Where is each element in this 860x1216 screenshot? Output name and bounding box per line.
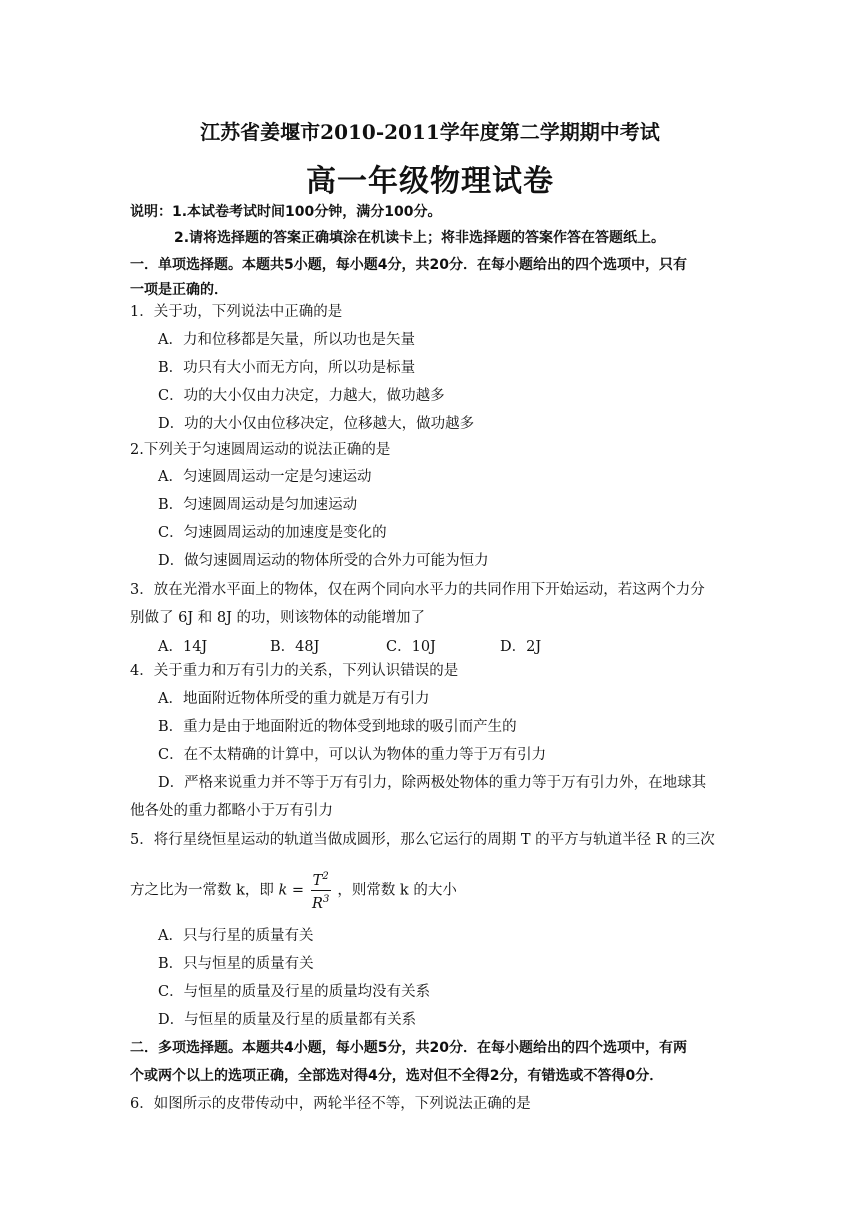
q2-option-c: C．匀速圆周运动的加速度是变化的 (158, 525, 387, 541)
q4-option-d-line-1: D．严格来说重力并不等于万有引力，除两极处物体的重力等于万有引力外，在地球其 (158, 775, 707, 791)
q3-option-a: A．14J (158, 639, 208, 655)
q5-option-c: C．与恒星的质量及行星的质量均没有关系 (158, 984, 431, 1000)
q5-stem-pre: 方之比为一常数 k，即 (130, 882, 274, 899)
q5-option-d: D．与恒星的质量及行星的质量都有关系 (158, 1012, 417, 1028)
section2-heading-line-2: 个或两个以上的选项正确，全部选对得4分，选对但不全得2分，有错选或不答得0分． (130, 1068, 664, 1084)
q4-option-c: C．在不太精确的计算中，可以认为物体的重力等于万有引力 (158, 747, 547, 763)
q5-stem-line-2 (130, 868, 457, 913)
q5-option-b: B．只与恒星的质量有关 (158, 956, 314, 972)
section1-heading-line-1: 一．单项选择题。本题共5小题，每小题4分，共20分．在每小题给出的四个选项中，只有 (130, 257, 687, 273)
note-line-2: 2.请将选择题的答案正确填涂在机读卡上；将非选择题的答案作答在答题纸上。 (174, 230, 666, 246)
q3-stem-line-2: 别做了 6J 和 8J 的功，则该物体的动能增加了 (130, 610, 426, 626)
q5-stem-line-1: 5．将行星绕恒星运动的轨道当做成圆形，那么它运行的周期 T 的平方与轨道半径 R 的三次 (130, 832, 715, 848)
q1-option-a: A．力和位移都是矢量，所以功也是矢量 (158, 332, 415, 348)
q6-stem: 6．如图所示的皮带传动中，两轮半径不等，下列说法正确的是 (130, 1096, 531, 1112)
formula-numerator: $T^2$ (311, 868, 331, 891)
q5-option-a: A．只与行星的质量有关 (158, 928, 314, 944)
q1-option-d: D．功的大小仅由位移决定，位移越大，做功越多 (158, 416, 475, 432)
note-line-1: 说明：1.本试卷考试时间100分钟，满分100分。 (130, 204, 442, 220)
q5-stem-post: ，则常数 k 的大小 (337, 882, 457, 899)
q2-option-a: A．匀速圆周运动一定是匀速运动 (158, 469, 372, 485)
formula-denominator: $R^3$ (312, 893, 330, 912)
exam-title: 江苏省姜堰市2010-2011学年度第二学期期中考试 (200, 120, 660, 144)
q4-option-b: B．重力是由于地面附近的物体受到地球的吸引而产生的 (158, 719, 517, 735)
q3-stem-line-1: 3．放在光滑水平面上的物体，仅在两个同向水平力的共同作用下开始运动，若这两个力分 (130, 582, 705, 598)
q2-option-b: B．匀速圆周运动是匀加速运动 (158, 497, 358, 513)
q3-option-b: B．48J (270, 639, 320, 655)
section1-heading-line-2: 一项是正确的． (130, 282, 228, 298)
q4-option-d-line-2: 他各处的重力都略小于万有引力 (130, 803, 333, 819)
q2-option-d: D．做匀速圆周运动的物体所受的合外力可能为恒力 (158, 553, 489, 569)
q2-stem: 2.下列关于匀速圆周运动的说法正确的是 (130, 442, 391, 458)
section2-heading-line-1: 二．多项选择题。本题共4小题，每小题5分，共20分．在每小题给出的四个选项中，有两 (130, 1040, 687, 1056)
q4-stem: 4．关于重力和万有引力的关系，下列认识错误的是 (130, 663, 459, 679)
exam-subtitle: 高一年级物理试卷 (306, 164, 554, 199)
q1-stem: 1．关于功，下列说法中正确的是 (130, 304, 343, 320)
formula-lhs: k = (278, 882, 305, 899)
formula-fraction (311, 868, 331, 913)
q3-option-c: C．10J (386, 639, 436, 655)
q1-option-b: B．功只有大小而无方向，所以功是标量 (158, 360, 416, 376)
q1-option-c: C．功的大小仅由力决定，力越大，做功越多 (158, 388, 445, 404)
q3-option-d: D．2J (500, 639, 542, 655)
q4-option-a: A．地面附近物体所受的重力就是万有引力 (158, 691, 430, 707)
